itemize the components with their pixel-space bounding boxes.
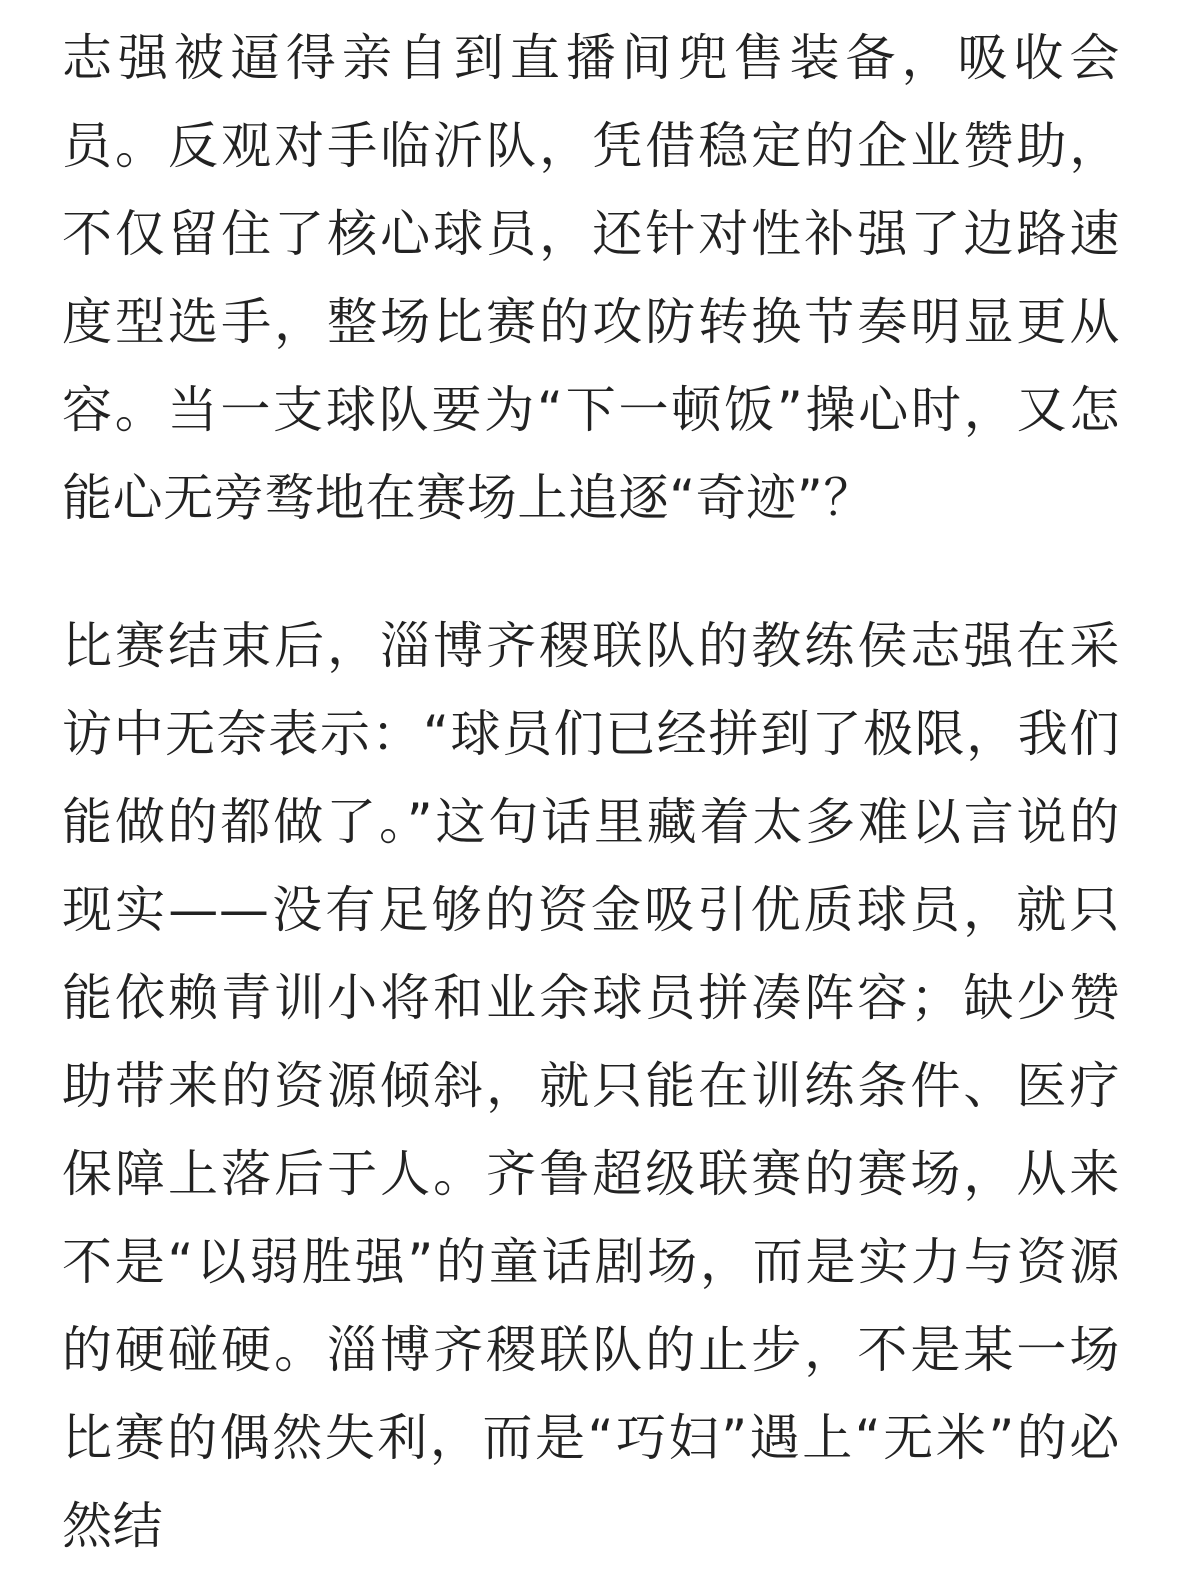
paragraph-spacer <box>62 542 1120 602</box>
article-paragraph: 志强被逼得亲自到直播间兜售装备，吸收会员。反观对手临沂队，凭借稳定的企业赞助，不仅留住了核心球员，还针对性补强了边路速度型选手，整场比赛的攻防转换节奏明显更从容。当一支球队要为“下一顿饭”操心时，又怎能心无旁骛地在赛场上追逐“奇迹”？ <box>62 29 1120 527</box>
article-body <box>62 14 1120 1570</box>
article-paragraph: 比赛结束后，淄博齐稷联队的教练侯志强在采访中无奈表示：“球员们已经拼到了极限，我们能做的都做了。”这句话里藏着太多难以言说的现实——没有足够的资金吸引优质球员，就只能依赖青训小将和业余球员拼凑阵容；缺少赞助带来的资源倾斜，就只能在训练条件、医疗保障上落后于人。齐鲁超级联赛的赛场，从来不是“以弱胜强”的童话剧场，而是实力与资源的硬碰硬。淄博齐稷联队的止步，不是某一场比赛的偶然失利，而是“巧妇”遇上“无米”的必然结 <box>62 617 1120 1555</box>
